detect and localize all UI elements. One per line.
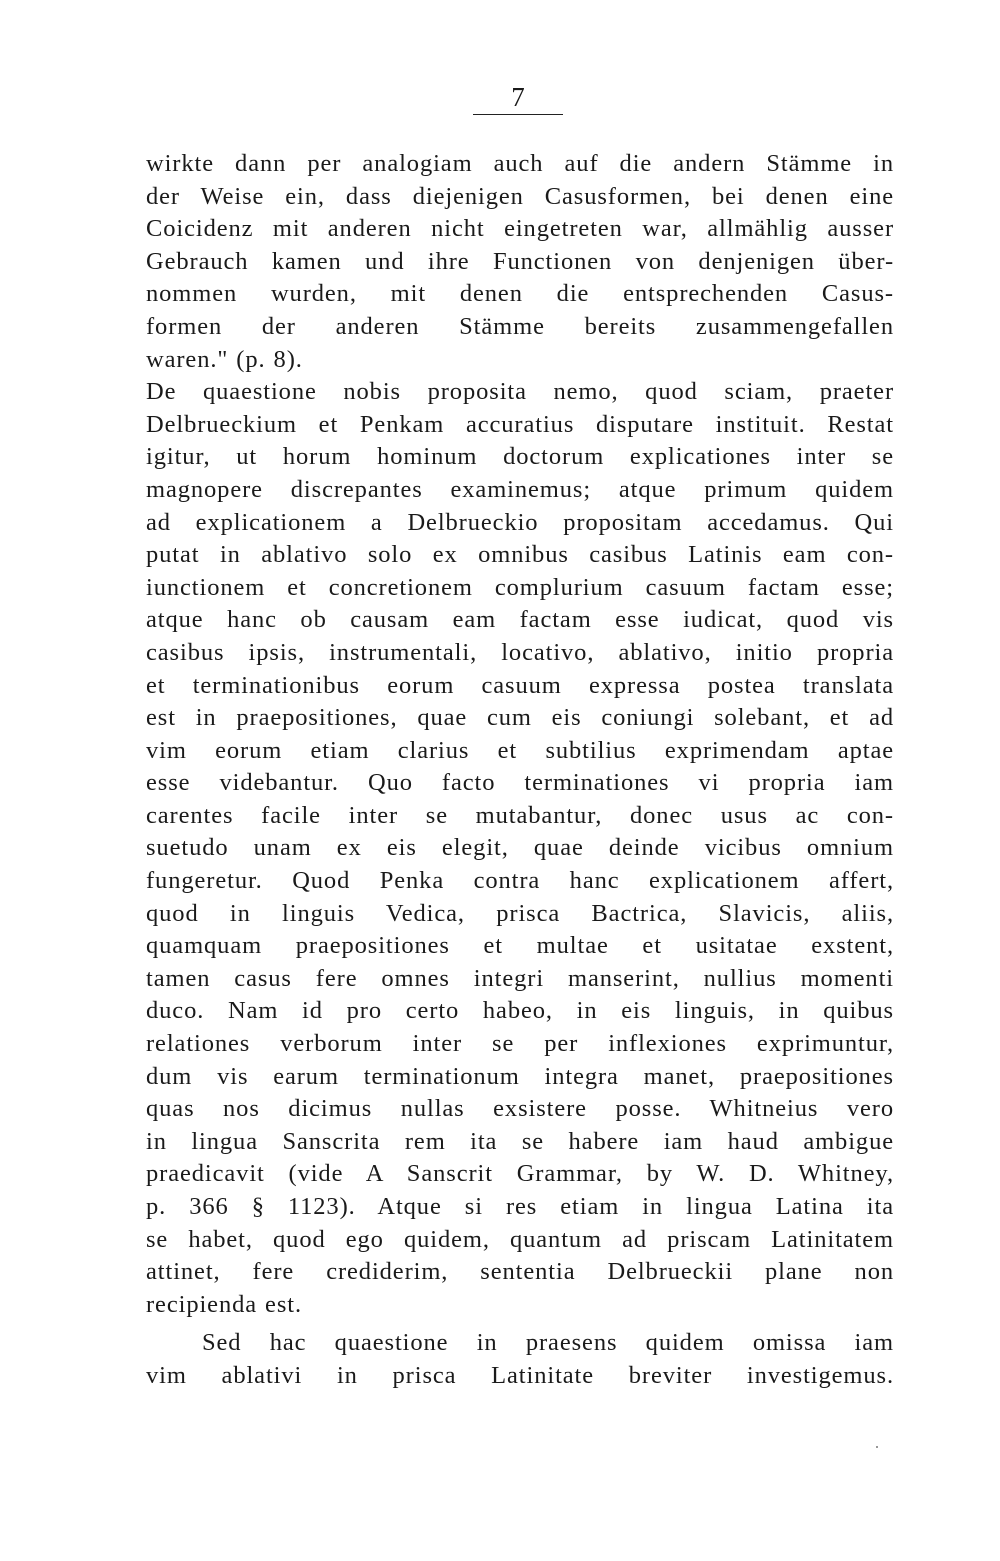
text-line: p. 366 § 1123). Atque si res etiam in lingua Latina ita [146, 1193, 894, 1220]
text-line: vim ablativi in prisca Latinitate breviter investigemus. [146, 1361, 894, 1389]
text-line: quamquam praepositiones et multae et usitatae exstent, [146, 932, 894, 960]
text-line: esse videbantur. Quo facto terminationes vi propria iam [146, 769, 894, 797]
text-line: duco. Nam id pro certo habeo, in eis linguis, in quibus [146, 997, 894, 1025]
text-line: der Weise ein, dass diejenigen Casusformen, bei denen eine [146, 182, 894, 210]
text-line: recipienda est. [146, 1290, 302, 1318]
paragraph-3 [146, 1327, 894, 1392]
text-line: fungeretur. Quod Penka contra hanc explicationem affert, [146, 867, 894, 895]
text-line: putat in ablativo solo ex omnibus casibus Latinis eam con- [146, 541, 894, 569]
text-line: quas nos dicimus nullas exsistere posse. Whitneius vero [146, 1095, 894, 1123]
text-line: vim eorum etiam clarius et subtilius exprimendam aptae [146, 736, 894, 764]
text-line: formen der anderen Stämme bereits zusammengefallen [146, 312, 894, 340]
text-line: igitur, ut horum hominum doctorum explicationes inter se [146, 443, 894, 471]
text-line: attinet, fere crediderim, sententia Delbrueckii plane non [146, 1258, 894, 1286]
text-line: se habet, quod ego quidem, quantum ad priscam Latinitatem [146, 1225, 894, 1253]
text-line: est in praepositiones, quae cum eis coniungi solebant, et ad [146, 704, 894, 732]
text-line: carentes facile inter se mutabantur, donec usus ac con- [146, 801, 894, 829]
text-line: ad explicationem a Delbrueckio propositam accedamus. Qui [146, 508, 894, 536]
text-line: tamen casus fere omnes integri manserint, nullius momenti [146, 964, 894, 992]
text-line: et terminationibus eorum casuum expressa postea translata [146, 671, 894, 699]
text-line: Gebrauch kamen und ihre Functionen von denjenigen über- [146, 247, 894, 275]
text-line: praedicavit (vide A Sanscrit Grammar, by W. D. Whitney, [146, 1160, 894, 1188]
text-line: waren." (p. 8). [146, 345, 303, 373]
text-line: relationes verborum inter se per inflexiones exprimuntur, [146, 1030, 894, 1058]
text-line: nommen wurden, mit denen die entsprechenden Casus- [146, 280, 894, 308]
text-line: Coicidenz mit anderen nicht eingetreten war, allmählig ausser [146, 215, 894, 243]
text-line: magnopere discrepantes examinemus; atque primum quidem [146, 475, 894, 503]
page-header [0, 82, 1000, 115]
text-line: dum vis earum terminationum integra manet, praepositiones [146, 1062, 894, 1090]
text-line: atque hanc ob causam eam factam esse iudicat, quod vis [146, 606, 894, 634]
scan-speck [876, 1446, 878, 1448]
text-line: De quaestione nobis proposita nemo, quod sciam, praeter [146, 378, 894, 406]
text-line: iunctionem et concretionem complurium casuum factam esse; [146, 573, 894, 601]
text-line: casibus ipsis, instrumentali, locativo, ablativo, initio propria [146, 638, 894, 666]
text-line: in lingua Sanscrita rem ita se habere iam haud ambigue [146, 1127, 894, 1155]
text-line: quod in linguis Vedica, prisca Bactrica, Slavicis, aliis, [146, 899, 894, 927]
page-number: 7 [473, 82, 563, 115]
text-body [146, 148, 894, 1393]
text-line: suetudo unam ex eis elegit, quae deinde vicibus omnium [146, 834, 894, 862]
paragraph-2 [146, 376, 894, 1321]
text-line: Sed hac quaestione in praesens quidem omissa iam [202, 1329, 894, 1357]
text-line: wirkte dann per analogiam auch auf die andern Stämme in [146, 150, 894, 177]
text-line: Delbrueckium et Penkam accuratius disputare instituit. Restat [146, 410, 894, 438]
paragraph-1 [146, 148, 894, 376]
